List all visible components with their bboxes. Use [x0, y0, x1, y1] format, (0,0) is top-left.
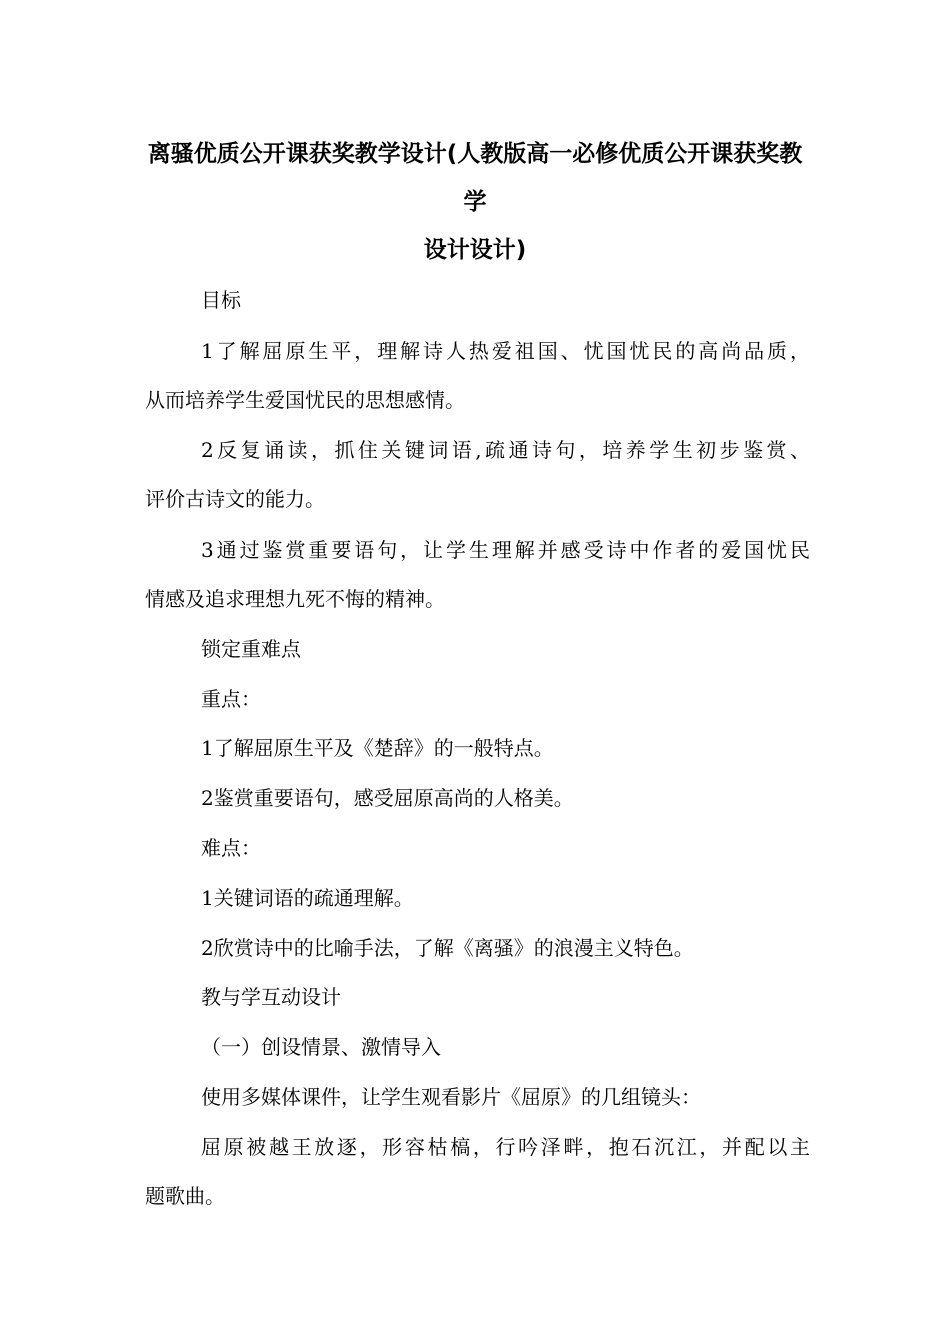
paragraph-line: 情感及追求理想九死不悔的精神。 — [145, 587, 445, 611]
heading-interactive-design: 教与学互动设计 — [201, 985, 341, 1009]
section-heading: （一）创设情景、激情导入 — [201, 1035, 441, 1059]
heading-key-points: 重点： — [201, 687, 261, 711]
heading-difficulties: 难点： — [201, 836, 261, 860]
paragraph-line: 使用多媒体课件，让学生观看影片《屈原》的几组镜头： — [201, 1085, 701, 1109]
list-item: 1关键词语的疏通理解。 — [201, 886, 414, 910]
paragraph-line: 1了解屈原生平，理解诗人热爱祖国、忧国忧民的高尚品质， — [201, 339, 810, 363]
title-line-1: 离骚优质公开课获奖教学设计(人教版高一必修优质公开课获奖教学 — [147, 141, 803, 215]
paragraph-line: 2反复诵读，抓住关键词语,疏通诗句，培养学生初步鉴赏、 — [201, 438, 810, 462]
paragraph-line: 从而培养学生爱国忧民的思想感情。 — [145, 388, 465, 412]
heading-objectives: 目标 — [201, 288, 241, 312]
title-line-2: 设计设计) — [423, 237, 527, 263]
paragraph-line: 3通过鉴赏重要语句，让学生理解并感受诗中作者的爱国忧民 — [201, 538, 810, 562]
heading-key-difficulties: 锁定重难点 — [201, 637, 301, 661]
paragraph-line: 评价古诗文的能力。 — [145, 487, 325, 511]
list-item: 2欣赏诗中的比喻手法，了解《离骚》的浪漫主义特色。 — [201, 936, 694, 960]
paragraph-line: 题歌曲。 — [145, 1184, 225, 1208]
list-item: 2鉴赏重要语句，感受屈原高尚的人格美。 — [201, 786, 574, 810]
list-item: 1了解屈原生平及《楚辞》的一般特点。 — [201, 736, 554, 760]
document-title — [140, 130, 810, 274]
paragraph-line: 屈原被越王放逐，形容枯槁，行吟泽畔，抱石沉江，并配以主 — [201, 1135, 810, 1159]
